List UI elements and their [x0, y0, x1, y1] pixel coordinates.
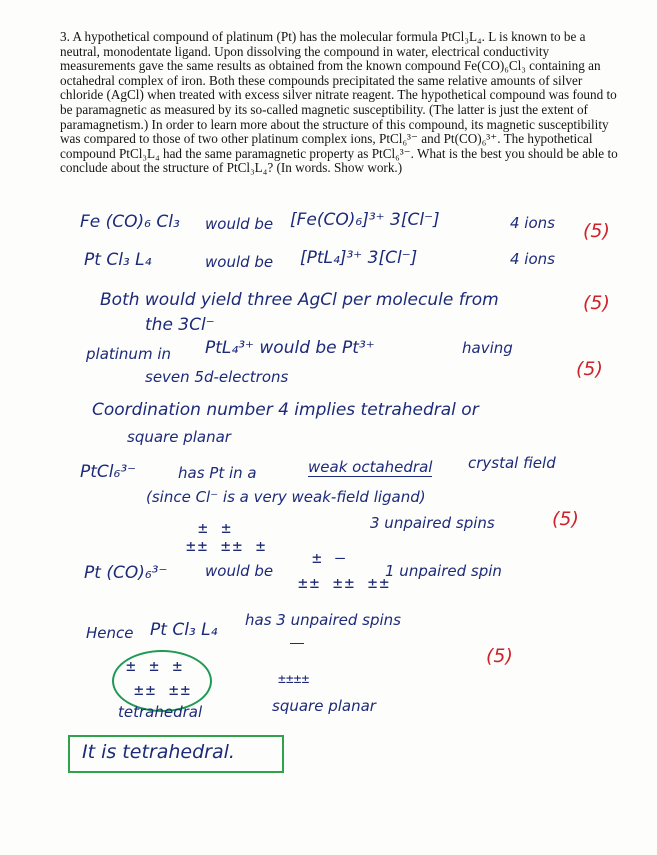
score-mark-3: (5)	[576, 358, 603, 380]
square-planar-label: square planar	[272, 697, 376, 715]
dash-mark	[290, 643, 304, 644]
score-mark-4: (5)	[552, 508, 579, 530]
ptcl6-t2g-orbitals: ±± ±± ±	[186, 536, 268, 555]
score-mark-5: (5)	[486, 645, 513, 667]
has-pt-in-a: has Pt in a	[178, 464, 257, 482]
hence: Hence	[86, 624, 134, 642]
score-mark-1: (5)	[583, 220, 610, 242]
ptcl6-ion: PtCl₆³⁻	[80, 462, 137, 482]
platinum-in: platinum in	[86, 345, 171, 363]
ptco6-eg-orbitals: ± —	[312, 548, 347, 567]
square-planar-orbitals: ±±±±	[278, 672, 310, 687]
fe-ion-count: 4 ions	[510, 214, 555, 232]
fe-formula: Fe (CO)₆ Cl₃	[80, 212, 180, 232]
three-unpaired-spins: 3 unpaired spins	[370, 514, 495, 532]
ptcl3l4-formula: Pt Cl₃ L₄	[150, 620, 218, 640]
fe-dissociation: [Fe(CO)₆]³⁺ 3[Cl⁻]	[290, 210, 440, 230]
fe-would-be: would be	[205, 215, 274, 233]
tetrahedral-e-orbitals: ±± ±±	[134, 680, 193, 699]
agcl-statement-cont: the 3Cl⁻	[145, 315, 215, 335]
seven-5d-electrons: seven 5d-electrons	[145, 368, 289, 386]
ptco6-ion: Pt (CO)₆³⁻	[84, 563, 168, 583]
final-answer-box	[68, 735, 284, 773]
tetrahedral-t2-orbitals: ± ± ±	[126, 656, 185, 675]
ptcl6-eg-orbitals: ± ±	[198, 518, 233, 537]
final-answer: It is tetrahedral.	[82, 741, 235, 763]
weak-field-ligand-note: (since Cl⁻ is a very weak-field ligand)	[146, 488, 426, 506]
pt-formula: Pt Cl₃ L₄	[84, 250, 152, 270]
one-unpaired-spin: 1 unpaired spin	[385, 562, 502, 580]
pt-dissociation: [PtL₄]³⁺ 3[Cl⁻]	[300, 248, 418, 268]
pt-would-be: would be	[205, 253, 274, 271]
ptco6-t2g-orbitals: ±± ±± ±±	[298, 573, 392, 592]
has-three-unpaired-spins: has 3 unpaired spins	[245, 611, 401, 629]
crystal-field: crystal field	[468, 454, 556, 472]
weak-octahedral: weak octahedral	[308, 458, 433, 476]
square-planar-option: square planar	[127, 428, 231, 446]
question-text	[60, 30, 620, 176]
pt-ion-count: 4 ions	[510, 250, 555, 268]
coordination-statement: Coordination number 4 implies tetrahedral or	[92, 400, 479, 420]
tetrahedral-label: tetrahedral	[118, 703, 203, 721]
agcl-statement: Both would yield three AgCl per molecule from	[100, 290, 499, 310]
question-paragraph: 3. A hypothetical compound of platinum (Pt) has the molecular formula PtCl₃L₄. L is known to be a neutral, monodentate ligand. Upon dissolving the compound in water, electrical conductivity measurements gave the same results as obtained from the known compound Fe(CO)₆Cl₃ containing an octahedral complex of iron. Both these compounds precipitated the same relative amounts of silver chloride (AgCl) when treated with excess silver nitrate reagent. The hypothetical compound was found to be paramagnetic as measured by its so-called magnetic susceptibility. (The latter is just the extent of paramagnetism.) In order to learn more about the structure of this compound, its magnetic susceptibility was compared to those of two other platinum complex ions, PtCl₆³⁻ and Pt(CO)₆³⁺. The hypothetical compound PtCl₃L₄ had the same paramagnetic property as PtCl₆³⁻. What is the best you should be able to conclude about the structure of PtCl₃L₄? (In words. Show work.)	[60, 29, 618, 176]
score-mark-2: (5)	[583, 292, 610, 314]
having: having	[462, 339, 513, 357]
pt-oxidation-state: PtL₄³⁺ would be Pt³⁺	[205, 338, 375, 358]
ptco6-would-be: would be	[205, 562, 274, 580]
